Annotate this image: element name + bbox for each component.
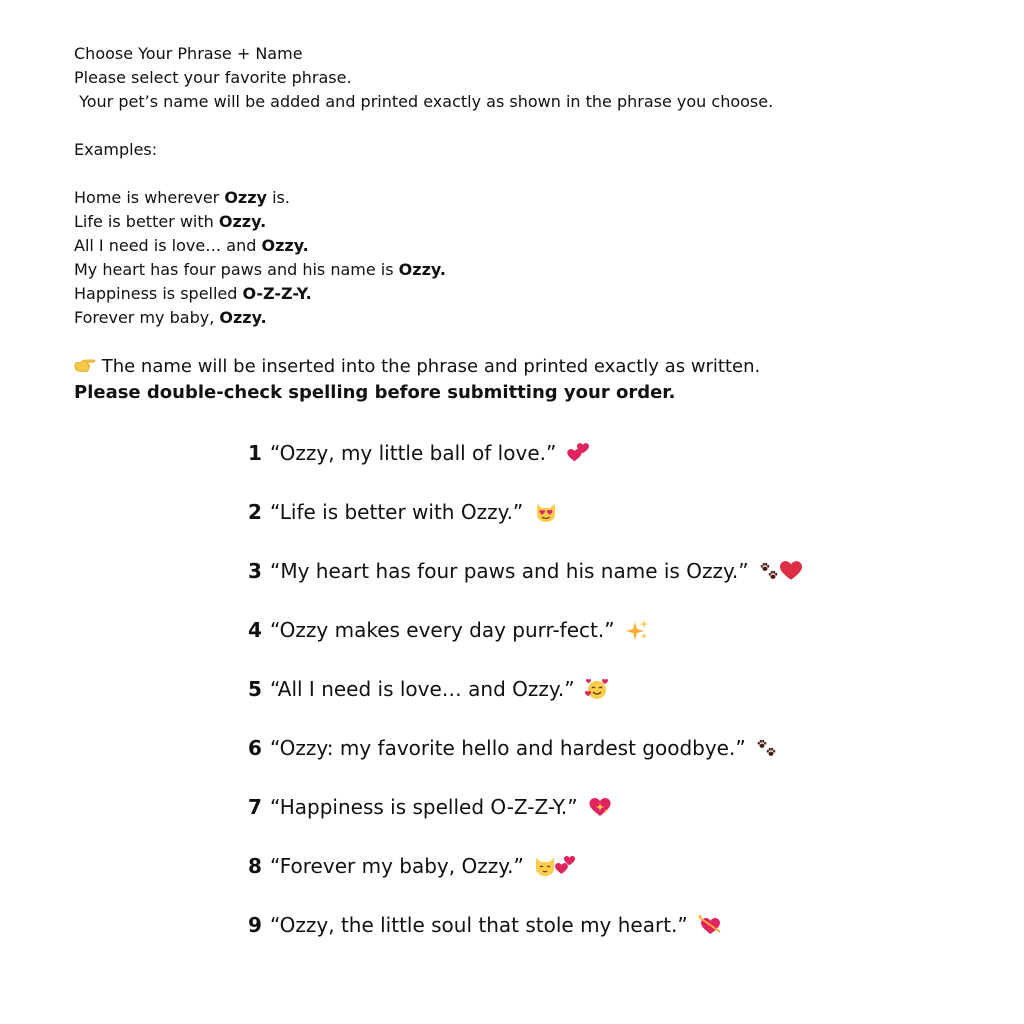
phrase-option-4[interactable] xyxy=(248,613,968,672)
phrase-option-3[interactable] xyxy=(248,554,968,613)
heart-eyes-cat-icon xyxy=(534,499,558,533)
subtitle: Please select your favorite phrase. xyxy=(74,68,352,87)
paw-prints-icon xyxy=(756,735,778,769)
heart-with-arrow-icon xyxy=(698,912,722,946)
example-line: My heart has four paws and his name is Ozzy. xyxy=(74,260,446,279)
phrase-text: “Ozzy, my little ball of love.” xyxy=(270,441,557,465)
description: Your pet’s name will be added and printed exactly as shown in the phrase you choose. xyxy=(74,92,774,111)
paw-prints-red-heart-icon xyxy=(759,558,803,592)
phrase-number: 8 xyxy=(248,854,262,878)
phrase-option-5[interactable] xyxy=(248,672,968,731)
intro-section xyxy=(74,42,974,330)
phrase-option-7[interactable] xyxy=(248,790,968,849)
phrase-number: 3 xyxy=(248,559,262,583)
phrase-option-2[interactable] xyxy=(248,495,968,554)
example-line: Life is better with Ozzy. xyxy=(74,212,267,231)
sparkling-heart-icon xyxy=(588,794,612,828)
examples-label: Examples: xyxy=(74,140,158,159)
example-name: Ozzy. xyxy=(219,308,267,327)
cat-face-two-hearts-icon xyxy=(534,853,578,887)
phrase-number: 5 xyxy=(248,677,262,701)
note-section xyxy=(74,354,974,406)
sparkles-icon xyxy=(625,617,649,651)
page-title: Choose Your Phrase + Name xyxy=(74,44,303,63)
example-name: O-Z-Z-Y. xyxy=(242,284,312,303)
example-line: Forever my baby, Ozzy. xyxy=(74,308,267,327)
phrase-option-9[interactable] xyxy=(248,908,968,967)
phrase-number: 6 xyxy=(248,736,262,760)
smiling-face-hearts-icon xyxy=(585,676,609,710)
phrase-number: 1 xyxy=(248,441,262,465)
phrase-text: “My heart has four paws and his name is Ozzy.” xyxy=(270,559,749,583)
note-text: The name will be inserted into the phrase and printed exactly as written. xyxy=(101,356,761,377)
phrase-text: “Forever my baby, Ozzy.” xyxy=(270,854,524,878)
phrase-text: “Ozzy makes every day purr-fect.” xyxy=(270,618,615,642)
example-line: All I need is love… and Ozzy. xyxy=(74,236,309,255)
phrase-option-1[interactable] xyxy=(248,436,968,495)
example-name: Ozzy. xyxy=(261,236,309,255)
phrase-text: “Life is better with Ozzy.” xyxy=(270,500,524,524)
phrase-text: “Ozzy: my favorite hello and hardest goodbye.” xyxy=(270,736,746,760)
two-hearts-icon xyxy=(567,440,591,474)
phrase-number: 2 xyxy=(248,500,262,524)
example-name: Ozzy. xyxy=(398,260,446,279)
example-line: Happiness is spelled O-Z-Z-Y. xyxy=(74,284,312,303)
phrase-text: “Ozzy, the little soul that stole my heart.” xyxy=(270,913,688,937)
example-line: Home is wherever Ozzy is. xyxy=(74,188,290,207)
phrase-list xyxy=(248,436,968,967)
example-name: Ozzy. xyxy=(218,212,267,231)
phrase-number: 4 xyxy=(248,618,262,642)
example-name: Ozzy xyxy=(224,188,267,207)
phrase-text: “All I need is love… and Ozzy.” xyxy=(270,677,575,701)
warning-text: Please double-check spelling before submitting your order. xyxy=(74,382,676,403)
phrase-number: 7 xyxy=(248,795,262,819)
phrase-option-8[interactable] xyxy=(248,849,968,908)
phrase-number: 9 xyxy=(248,913,262,937)
phrase-option-6[interactable] xyxy=(248,731,968,790)
phrase-text: “Happiness is spelled O-Z-Z-Y.” xyxy=(270,795,578,819)
